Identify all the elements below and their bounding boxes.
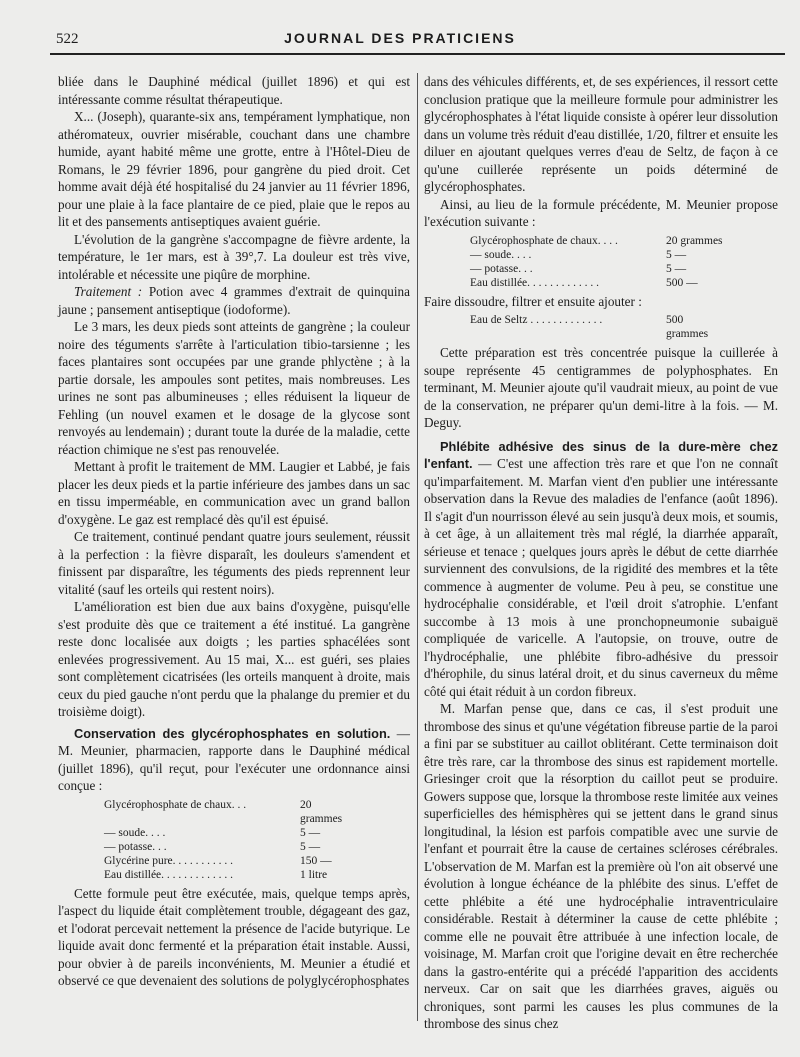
- running-title: JOURNAL DES PRATICIENS: [284, 30, 516, 46]
- paragraph: [58, 283, 410, 318]
- section-title: Phlébite adhésive des sinus de la dure-mère chez l'enfant.: [424, 438, 778, 471]
- column-divider: [417, 73, 418, 1021]
- formula-row: Eau de Seltz . . . . . . . . . . . . . 500 grammes: [470, 314, 709, 340]
- formula-row: Glycérine pure. . . . . . . . . . . 150 —: [104, 854, 332, 867]
- formula-row: — potasse. . . 5 —: [470, 262, 687, 275]
- formula-row: — soude. . . . 5 —: [104, 826, 321, 839]
- paragraph: L'évolution de la gangrène s'accompagne de fièvre ardente, la température, le 1er mars, est à 39°,7. La douleur est très vive, intolérable et nécessite une piqûre de morphine.: [58, 231, 410, 282]
- header-rule: [50, 53, 785, 55]
- formula-table: [58, 798, 410, 882]
- paragraph: M. Marfan pense que, dans ce cas, il s'est produit une thrombose des sinus et qu'une végétation fibreuse partie de la paroi a fini par se substituer au caillot oblitérant. Cette terminaison doit être très rare, car la thrombose des sinus est rapidement mortelle. Griesinger croit que la résorption du caillot peut se produire. Gowers suppose que, lorsque la thrombose reste limitée aux veines superficielles des hémisphères qui se jettent dans le grand sinus longitudinal, la lésion est parfois compatible avec une survie de l'enfant et pourrait être la cause de certaines scléroses cérébrales. L'observation de M. Marfan est la première où l'on ait observé une évolution à longue échéance de la phlébite des sinus. L'effet de cette phlébite a été une hydrocéphalie intraventriculaire considérable. Restait à déterminer la cause de cette phlébite ; comme elle ne pouvait être attribuée à une infection locale, de voisinage, M. Marfan croit que l'origine devait en être recherchée dans la gastro-entérite qui a précédé l'apparition des accidents nerveux. Car on sait que les diarrhées graves, aiguës ou chroniques, sont parmi les causes les plus communes de la thrombose des sinus chez: [424, 701, 778, 1031]
- formula-row: Eau distillée. . . . . . . . . . . . . 500 —: [470, 276, 698, 289]
- paragraph: [58, 725, 410, 795]
- formula-row: — potasse. . . 5 —: [104, 840, 321, 853]
- treatment-label: Traitement :: [74, 284, 143, 299]
- paragraph: Le 3 mars, les deux pieds sont atteints de gangrène ; la couleur noire des téguments s'arrête à l'articulation tibio-tarsienne ; les faces plantaires sont occupées par une grande phlyctène ; à la partie dorsale, les ampoules sont petites, mais nombreuses. Les urines ne sont pas albumineuses ; elles réduisent la liqueur de Fehling (un nouvel examen et le dosage de la glycose sont renvoyés au lendemain) ; durant toute la durée de la maladie, cette réaction chimique ne s'est pas renouvelée.: [58, 319, 410, 457]
- paragraph: X... (Joseph), quarante-six ans, tempérament lymphatique, non athéromateux, ouvrier misérable, couchant dans une chambre humide, ayant habité même une grotte, entre à l'Hôtel-Dieu de Romans, le 29 février 1896, pour gangrène du pied droit. Cet homme avait déjà été hospitalisé du 24 janvier au 11 février 1896, pour une plaie à la face plantaire de ce pied, plaie que le repos au lit et des pansements antiseptiques avaient guérie.: [58, 109, 410, 229]
- paragraph-text: — M. Meunier, pharmacien, rapporte dans le Dauphiné médical (juillet 1896), qu'il reçut, pour l'exécuter une ordonnance ainsi conçue :: [58, 725, 410, 793]
- paragraph: Mettant à profit le traitement de MM. Laugier et Labbé, je fais placer les deux pieds et la partie inférieure des jambes dans un sac en tissu imperméable, en communication avec un grand ballon d'oxygène. Le gaz est remplacé dès qu'il est épuisé.: [58, 459, 410, 527]
- paragraph: bliée dans le Dauphiné médical (juillet 1896) et qui est intéressante comme résultat thérapeutique.: [58, 74, 410, 107]
- formula-row: — soude. . . . 5 —: [470, 248, 687, 261]
- paragraph: Ainsi, au lieu de la formule précédente, M. Meunier propose l'exécution suivante :: [424, 196, 778, 229]
- formula-row: Glycérophosphate de chaux. . . 20 grammes: [104, 798, 343, 825]
- paragraph: Ce traitement, continué pendant quatre jours seulement, réussit à la perfection : la fièvre disparaît, les douleurs s'amendent et finissent par disparaître, les téguments des pieds reprennent leur vitalité (sauf les orteils qui restent noirs).: [58, 529, 410, 597]
- paragraph-text: — C'est une affection très rare et que l'on ne connaît qu'imparfaitement. M. Marfan vient d'en publier une intéressante observation dans la Revue des maladies de l'enfance (août 1896). Il s'agit d'un nourrisson élevé au sein jusqu'à deux mois, et soumis, à cet âge, à un allaitement très mal réglé, la diarrhée apparaît, sérieuse et tenace ; quelques jours après le début de cette diarrhée surviennent des convulsions, de la rigidité des membres et la tête commence à augmenter de volume. Peu à peu, se constitue une hydrocéphalie considérable, et l'œil droit s'atrophie. L'enfant succombe à 13 mois à une pronchopneumonie subaiguë compliquée de varicelle. A l'autopsie, on trouve, outre de l'hydrocéphalie, une phlébite fibro-adhésive du pressoir d'hérophile, du sinus latéral droit, et du sinus caverneux du même côté qui était réduit à un cordon fibreux.: [424, 456, 778, 699]
- left-column: [58, 73, 410, 990]
- paragraph: L'amélioration est bien due aux bains d'oxygène, puisqu'elle s'est produite dès que ce traitement a été institué. La gangrène reste donc localisée aux doigts ; les parties sphacélées sont enlevées progressivement. Au 15 mai, X... est guéri, ses plaies sont complètement cicatrisées (les orteils manquent à droite, mais ceux du pied gauche n'ont perdu que la phalange du premier et du troisième doigt).: [58, 599, 410, 719]
- page-number: 522: [56, 31, 79, 47]
- right-column: [424, 73, 778, 1033]
- section-title: Conservation des glycérophosphates en solution.: [74, 725, 391, 741]
- paragraph: Cette préparation est très concentrée puisque la cuillerée à soupe représente 45 centigrammes de polyphosphates. En terminant, M. Meunier ajoute qu'il vaudrait mieux, au point de vue de la conservation, ne préparer qu'un demi-litre à la fois. — M. Deguy.: [424, 345, 778, 430]
- paragraph: dans des véhicules différents, et, de ses expériences, il ressort cette conclusion pratique que la meilleure formule pour administrer les glycérophosphates à l'état liquide consiste à opérer leur dissolution dans un volume très réduit d'eau distillée, 1/20, filtrer et ensuite les diluer en ajoutant quelques verres d'eau de Seltz, de façon à ce qu'une cuillerée représente un poids déterminé de glycérophosphates.: [424, 74, 778, 194]
- paragraph-text: Potion avec 4 grammes d'extrait de quinquina jaune ; pansement antiseptique (iodoforme).: [58, 284, 411, 317]
- paragraph: Faire dissoudre, filtrer et ensuite ajouter :: [424, 293, 642, 309]
- formula-row: Glycérophosphate de chaux. . . . 20 grammes: [470, 234, 723, 247]
- formula-row: Eau distillée. . . . . . . . . . . . . 1 litre: [104, 868, 328, 881]
- formula-table: [424, 234, 778, 290]
- formula-table: [424, 313, 778, 341]
- paragraph: Cette formule peut être exécutée, mais, quelque temps après, l'aspect du liquide était complètement trouble, dégageant des gaz, et l'odorat percevait nettement la présence de l'acide butyrique. Le liquide avait donc fermenté et la préparation était instable. Aussi, pour obvier à de pareils inconvénients, M. Meunier a étudié et observé ce que devenaient des solutions de polyglycérophosphates: [58, 885, 410, 988]
- paragraph: [424, 438, 778, 701]
